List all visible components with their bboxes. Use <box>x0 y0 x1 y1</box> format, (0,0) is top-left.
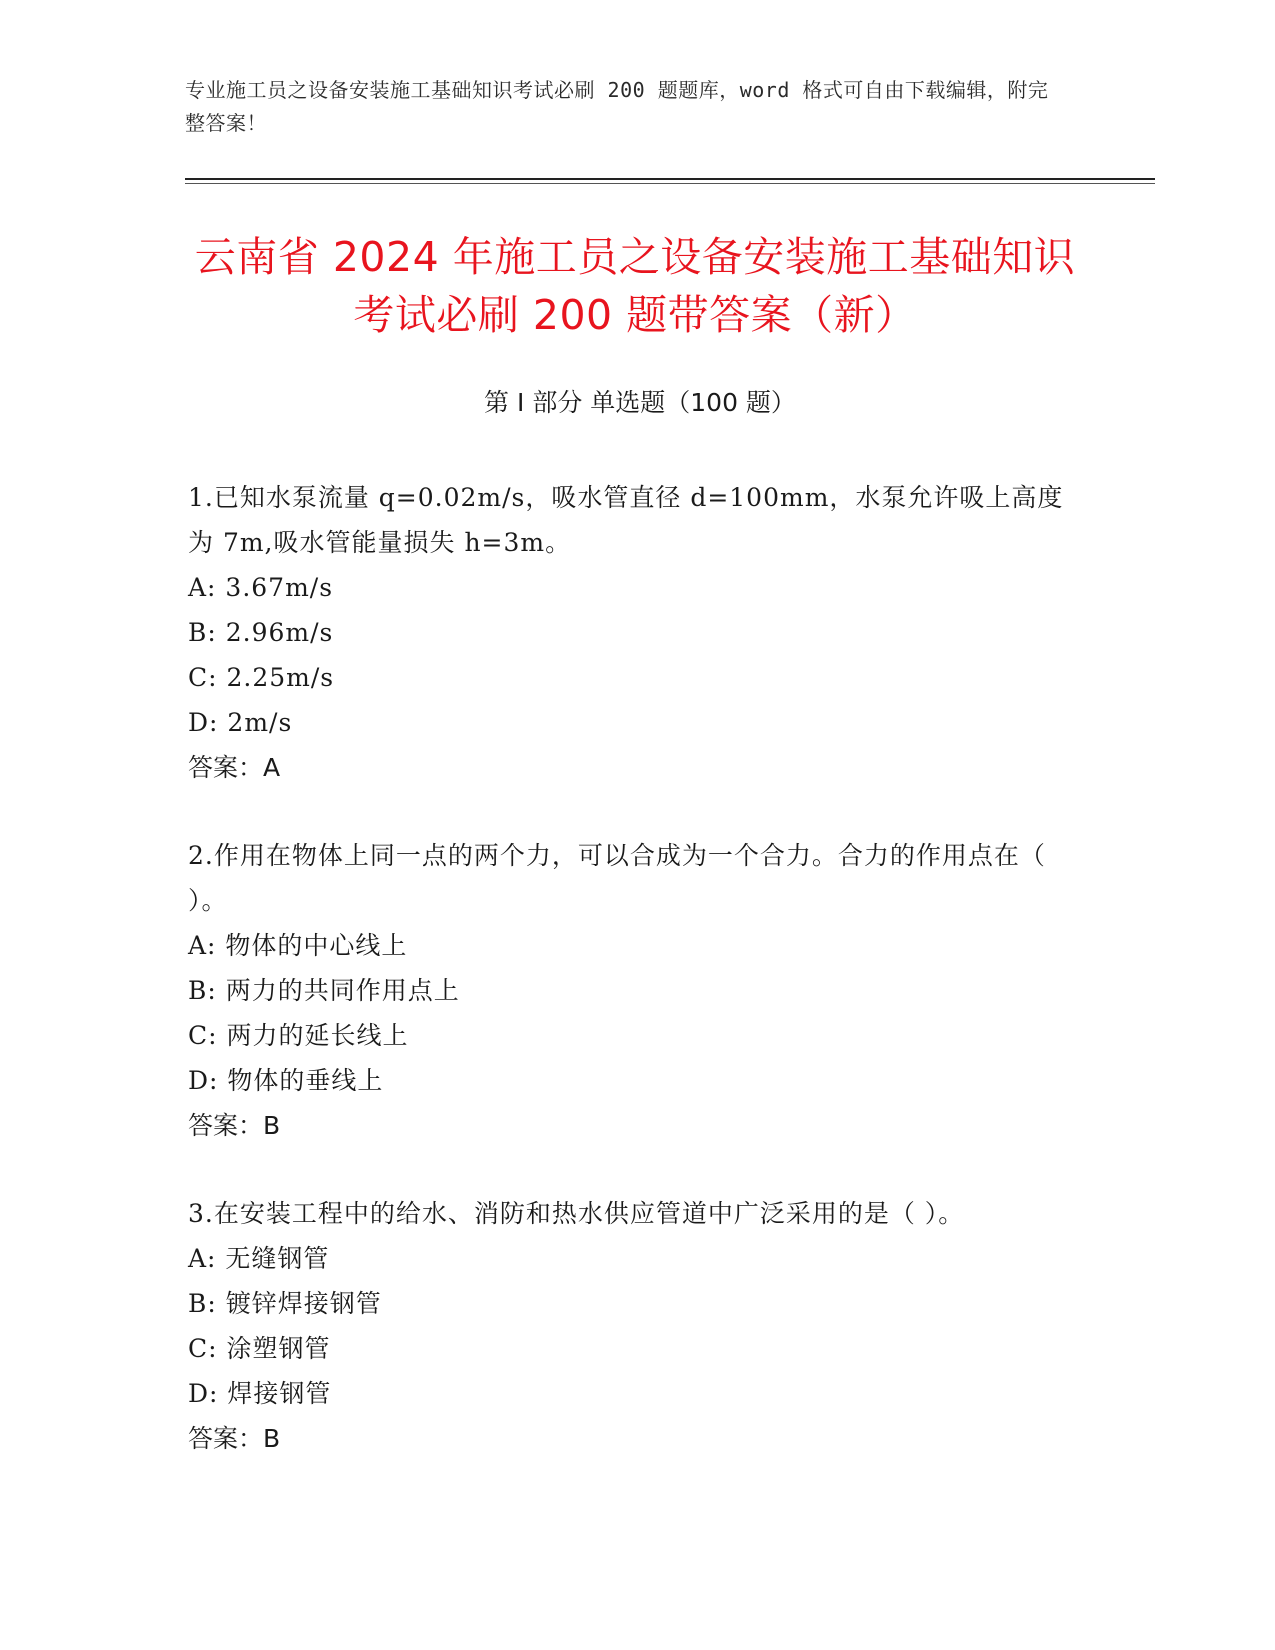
option-a: A: 无缝钢管 <box>188 1244 330 1273</box>
option-a: A: 物体的中心线上 <box>188 931 408 960</box>
option-b: B: 两力的共同作用点上 <box>188 976 460 1005</box>
answer-label: 答案：B <box>188 1424 281 1453</box>
question-list <box>188 475 1088 1504</box>
question-stem: 1.已知水泵流量 q=0.02m/s，吸水管直径 d=100mm，水泵允许吸上高度为 7m,吸水管能量损失 h=3m。 <box>188 483 1064 557</box>
option-c: C: 2.25m/s <box>188 663 335 692</box>
question-item <box>188 1191 1088 1461</box>
option-d: D: 2m/s <box>188 708 293 737</box>
question-stem: 2.作用在物体上同一点的两个力，可以合成为一个合力。合力的作用点在（ ）。 <box>188 841 1046 915</box>
option-b: B: 镀锌焊接钢管 <box>188 1289 382 1318</box>
option-d: D: 物体的垂线上 <box>188 1066 384 1095</box>
option-a: A: 3.67m/s <box>188 573 334 602</box>
header-note: 专业施工员之设备安装施工基础知识考试必刷 200 题题库，word 格式可自由下载编辑，附完整答案！ <box>185 78 1049 135</box>
answer-label: 答案：B <box>188 1111 281 1140</box>
header-divider-thin <box>185 183 1155 184</box>
document-title: 云南省 2024 年施工员之设备安装施工基础知识考试必刷 200 题带答案（新） <box>194 233 1076 339</box>
option-c: C: 两力的延长线上 <box>188 1021 409 1050</box>
question-stem: 3.在安装工程中的给水、消防和热水供应管道中广泛采用的是（ ）。 <box>188 1199 965 1228</box>
answer-label: 答案：A <box>188 753 281 782</box>
option-d: D: 焊接钢管 <box>188 1379 332 1408</box>
question-item <box>188 833 1088 1148</box>
header-divider-thick <box>185 178 1155 180</box>
question-item <box>188 475 1088 790</box>
option-b: B: 2.96m/s <box>188 618 334 647</box>
option-c: C: 涂塑钢管 <box>188 1334 331 1363</box>
section-title: 第 I 部分 单选题（100 题） <box>484 388 796 417</box>
